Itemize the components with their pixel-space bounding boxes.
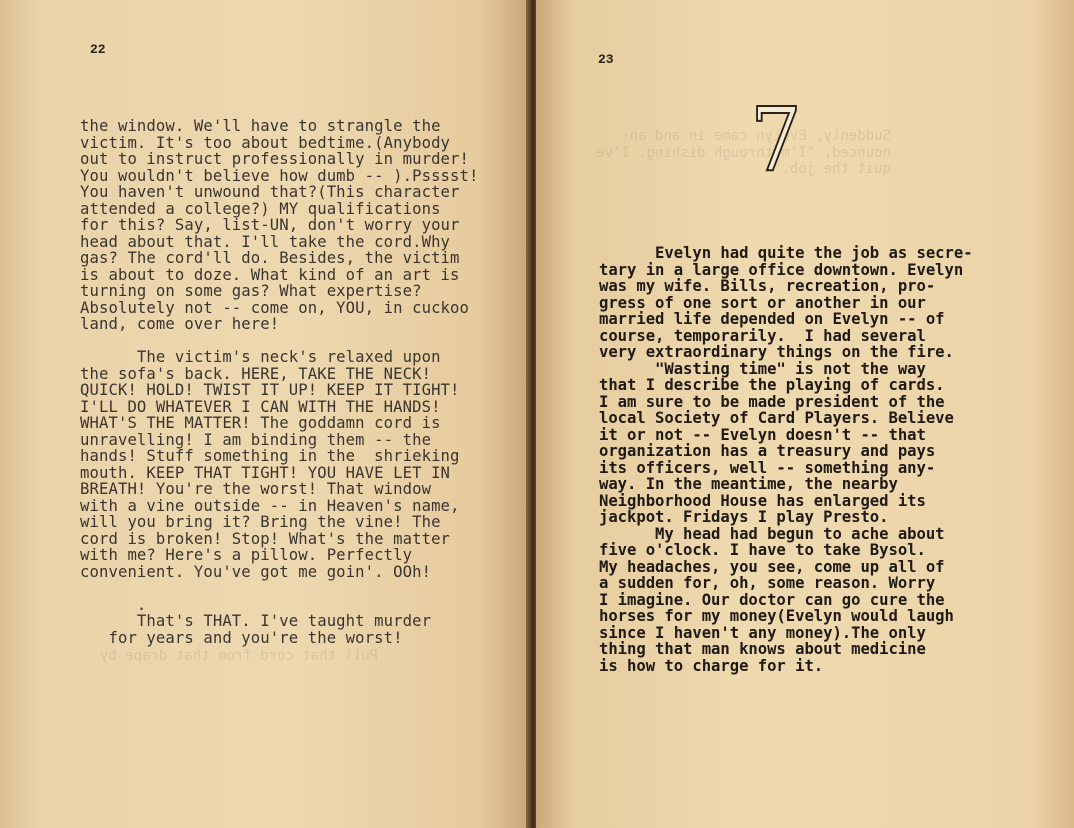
paragraph: The victim's neck's relaxed upon the sofa's back. HERE, TAKE THE NECK! QUICK! HOLD! TWIST IT UP! KEEP IT TIGHT! I'LL DO WHATEVER I CAN WITH THE HANDS! WHAT'S THE MATTER! The goddamn cord is unravelling! I am binding them -- the hands! Stuff something in the shrieking mouth. KEEP THAT TIGHT! YOU HAVE LET IN BREATH! You're the worst! That window with a vine outside -- in Heaven's name, will you bring it? Bring the vine! The cord is broken! Stop! What's the matter with me? Here's a pillow. Perfectly convenient. You've got me goin'. OOh! (80, 348, 460, 581)
bleed-through-text: Pull that cord from that drape by (100, 648, 379, 664)
paragraph: . That's THAT. I've taught murder for years and you're the worst! (108, 595, 432, 647)
bleed-through-text: Suddenly, Evelyn came in and an- nounced, "I'm through dishing. I've quit the job." (596, 128, 892, 177)
page-number-left: 22 (90, 42, 106, 57)
chapter-number: 7 (750, 88, 802, 191)
left-page (0, 0, 532, 828)
left-page-text (80, 118, 479, 646)
paragraph: the window. We'll have to strangle the victim. It's too about bedtime.(Anybody out to instruct professionally in murder! You wouldn't believe how dumb -- ).Psssst! You haven't unwound that?(This character attended a college?) MY qualifications for this? Say, list-UN, don't worry your head about that. I'll take the cord.Why gas? The cord'll do. Besides, the victim is about to doze. What kind of an art is turning on some gas? What expertise? Absolutely not -- come on, YOU, in cuckoo land, come over here! (80, 117, 479, 333)
page-number-right: 23 (598, 52, 614, 67)
paragraph: Evelyn had quite the job as secre- tary in a large office downtown. Evelyn was my wife. Bills, recreation, pro- gress of one sort or another in our married life depended on Evelyn -- of course, temporarily. I had several very extraordinary things on the fire. "Wasting time" is not the way that I describe the playing of cards. I am sure to be made president of the local Society of Card Players. Believe it or not -- Evelyn doesn't -- that organization has a treasury and pays its officers, well -- something any- way. In the meantime, the nearby Neighborhood House has enlarged its jackpot. Fridays I play Presto. My head had begun to ache about five o'clock. I have to take Bysol. My headaches, you see, come up all of a sudden for, oh, some reason. Worry I imagine. Our doctor can go cure the horses for my money(Evelyn would laugh since I haven't any money).The only thing that man knows about medicine is how to charge for it. (599, 244, 973, 675)
right-page-text (599, 245, 973, 674)
right-page (536, 0, 1074, 828)
